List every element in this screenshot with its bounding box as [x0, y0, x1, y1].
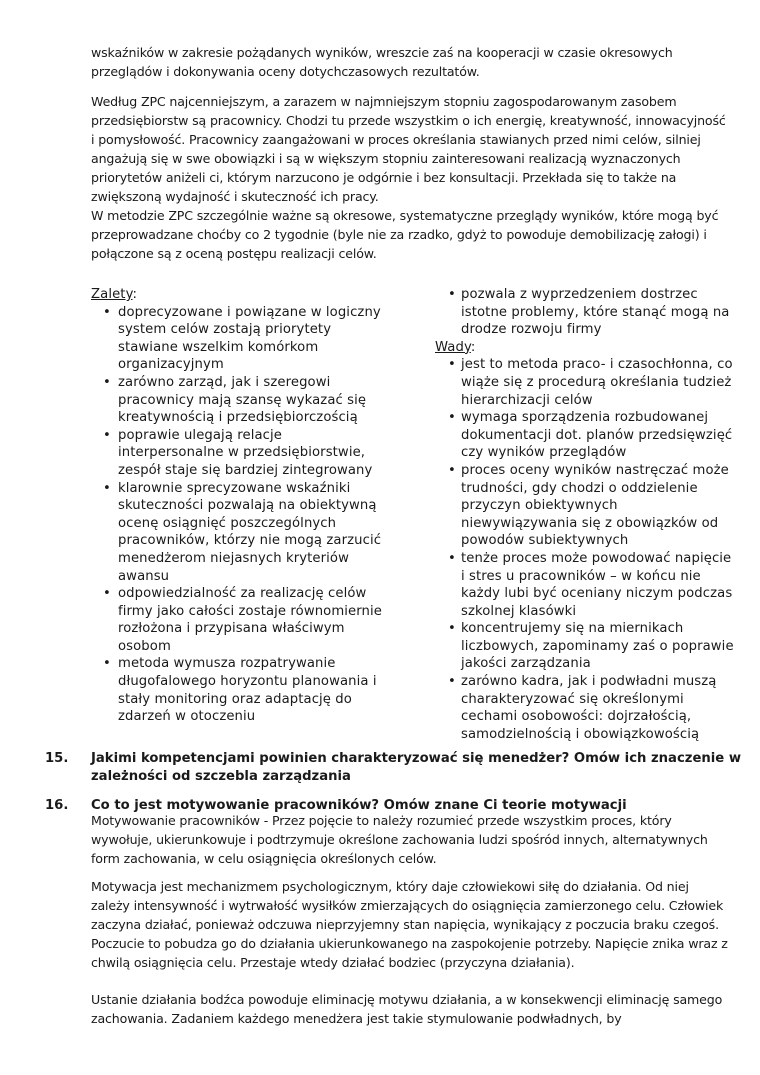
bullet-icon: • — [448, 410, 456, 426]
list-item-text: zarówno kadra, jak i podwładni muszą charakteryzować się określonymi cechami osobowości: dojrzałością, samodzielnością i obowiązkowością — [461, 674, 717, 742]
advantages-disadvantages-column — [435, 286, 735, 743]
paragraph-stimulus-cessation: Ustanie działania bodźca powoduje eliminację motywu działania, a w konsekwencji eliminację samego zachowania. Zadaniem każdego menedżera jest takie stymulowanie podwładnych, by — [91, 992, 723, 1026]
advantages-list — [91, 304, 391, 726]
list-item-text: poprawie ulegają relacje interpersonalne w przedsiębiorstwie, zespół staje się bardziej zintegrowany — [118, 427, 373, 478]
list-item — [91, 585, 391, 655]
advantages-column — [91, 286, 391, 726]
paragraph-employees-resource: Według ZPC najcenniejszym, a zarazem w najmniejszym stopniu zagospodarowanym zasobem przedsiębiorstw są pracownicy. Chodzi tu przede wszystkim o ich energię, kreatywność, innowacyjność i pomysłowość. Pracownicy zaangażowani w proces określania stawianych przed nimi celów, silniej angażują się w swe obowiązki i są w większym stopniu zainteresowani realizacją wyznaczonych priorytetów aniżeli ci, którym narzucono je odgórnie i bez konsultacji. Przekłada się to także na zwiększoną wydajność i skuteczność ich pracy. — [91, 94, 726, 204]
paragraph-motivation-definition: Motywowanie pracowników - Przez pojęcie to należy rozumieć przede wszystkim proces, który wywołuje, ukierunkowuje i podtrzymuje określone zachowania ludzi spośród innych, alternatywnych form zachowania, w celu osiągnięcia określonych celów. — [91, 813, 708, 866]
bullet-icon: • — [103, 374, 111, 390]
list-item-text: metoda wymusza rozpatrywanie długofalowego horyzontu planowania i stały monitoring oraz adaptację do zdarzeń w otoczeniu — [118, 656, 377, 725]
list-item — [91, 304, 391, 374]
bullet-icon: • — [448, 287, 456, 302]
disadvantages-colon: : — [470, 339, 476, 355]
list-item-text: odpowiedzialność za realizację celów firmy jako całości zostaje równomiernie rozłożona i przypisana właściwym osobom — [118, 586, 382, 654]
list-item — [435, 356, 735, 409]
bullet-icon: • — [448, 674, 456, 690]
disadvantages-heading — [435, 339, 735, 357]
bullet-icon: • — [448, 462, 456, 478]
list-item — [435, 673, 735, 743]
bullet-icon: • — [103, 586, 111, 602]
list-item-text: klarownie sprecyzowane wskaźniki skuteczności pozwalają na obiektywną ocenę osiągnięć poszczególnych pracowników, którzy nie mogą zarzucić menedżerom niejasnych kryteriów awansu — [118, 480, 382, 584]
list-item-text: doprecyzowane i powiązane w logiczny system celów zostają priorytety stawiane wszelkim komórkom organizacyjnym — [118, 304, 381, 373]
bullet-icon: • — [103, 304, 111, 320]
list-item — [91, 374, 391, 427]
paragraph-intro-continuation: wskaźników w zakresie pożądanych wyników, wreszcie zaś na kooperacji w czasie okresowych przeglądów i dokonywania oceny dotychczasowych rezultatów. — [91, 45, 673, 79]
question-text: Jakimi kompetencjami powinien charakteryzować się menedżer? Omów ich znaczenie w zależności od szczebla zarządzania — [91, 751, 742, 784]
list-item-text: jest to metoda praco- i czasochłonna, co wiąże się z procedurą określania tudzież hierarchizacji celów — [461, 357, 733, 408]
list-item-text: zarówno zarząd, jak i szeregowi pracownicy mają szansę wykazać się kreatywnością i przedsiębiorczością — [118, 374, 367, 426]
question-number: 15. — [45, 751, 69, 766]
list-item — [435, 462, 735, 550]
question-number: 16. — [45, 798, 69, 813]
bullet-icon: • — [103, 427, 111, 443]
bullet-icon: • — [448, 550, 456, 566]
list-item — [435, 286, 735, 339]
question-heading-15 — [45, 750, 760, 786]
advantages-colon: : — [132, 287, 138, 302]
bullet-icon: • — [448, 621, 456, 637]
advantages-label: Zalety — [91, 287, 133, 302]
bullet-icon: • — [103, 480, 111, 496]
list-item-text: proces oceny wyników nastręczać może trudności, gdy chodzi o oddzielenie przyczyn obiektywnych niewywiązywania się z obowiązków od powodów subiektywnych — [461, 462, 729, 549]
disadvantages-list — [435, 356, 735, 743]
list-item — [91, 427, 391, 480]
list-item — [91, 655, 391, 725]
list-item-text: wymaga sporządzenia rozbudowanej dokumentacji dot. planów przedsięwzięć czy wyników przeglądów — [461, 410, 733, 461]
bullet-icon: • — [448, 357, 456, 373]
list-item-text: koncentrujemy się na miernikach liczbowych, zapominamy zaś o poprawie jakości zarządzania — [461, 621, 734, 672]
advantages-list-continued — [435, 286, 735, 339]
disadvantages-label: Wady — [435, 339, 471, 355]
list-item-text: tenże proces może powodować napięcie i stres u pracowników – w końcu nie każdy lubi być oceniany niczym podczas szkolnej klasówki — [461, 550, 733, 619]
question-text: Co to jest motywowanie pracowników? Omów znane Ci teorie motywacji — [91, 798, 627, 813]
advantages-heading — [91, 286, 391, 304]
list-item — [435, 550, 735, 620]
paragraph-periodic-reviews: W metodzie ZPC szczególnie ważne są okresowe, systematyczne przeglądy wyników, które mogą być przeprowadzane choćby co 2 tygodnie (byle nie za rzadko, gdyż to powoduje demobilizację załogi) i połączone są z oceną postępu realizacji celów. — [91, 208, 719, 261]
list-item — [91, 480, 391, 586]
bullet-icon: • — [103, 656, 111, 672]
list-item — [435, 409, 735, 462]
paragraph-motivation-mechanism: Motywacja jest mechanizmem psychologicznym, który daje człowiekowi siłę do działania. Od niej zależy intensywność i wytrwałość wysiłków zmierzających do osiągnięcia zamierzonego celu. Człowiek zaczyna działać, ponieważ odczuwa nieprzyjemny stan napięcia, wynikający z poczucia braku czegoś. Poczucie to pobudza go do działania ukierunkowanego na zaspokojenie potrzeby. Napięcie znika wraz z chwilą osiągnięcia celu. Przestaje wtedy działać bodziec (przyczyna działania). — [91, 879, 728, 970]
list-item-text: pozwala z wyprzedzeniem dostrzec istotne problemy, które stanąć mogą na drodze rozwoju firmy — [461, 287, 730, 338]
list-item — [435, 620, 735, 673]
